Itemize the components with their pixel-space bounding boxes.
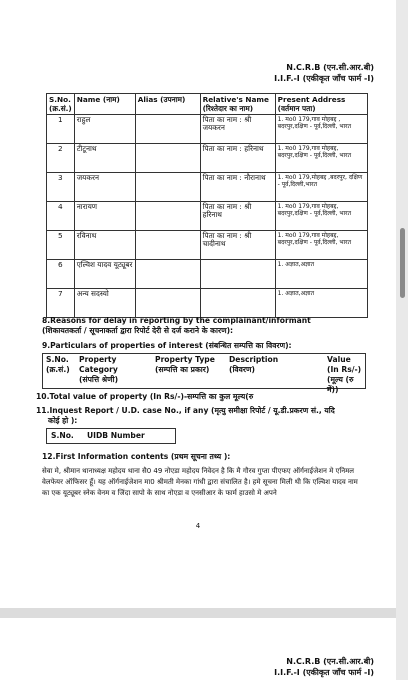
table-row (47, 115, 368, 144)
header-form: I.I.F.-I (एकीकृत जाँच फार्म -I) (274, 74, 374, 83)
cell-name: एल्विश यादव यूट्यूबर (74, 260, 135, 289)
cell-address: 1. मo0 179,गाव मोहबद्द , बदरपुर,दक्षिण - पूर्व,दिल्ली, भारत (275, 115, 367, 144)
cell-relative: पिता का नाम : श्री चादीनाथ (200, 231, 275, 260)
table-row (47, 231, 368, 260)
cell-alias (135, 202, 200, 231)
next-page (0, 618, 396, 680)
cell-name: टीटूनाथ (74, 144, 135, 173)
scrollbar[interactable] (396, 0, 408, 680)
cell-address: 1. अज्ञात,अज्ञात (275, 289, 367, 318)
section12-body: सेवा मे, श्रीमान थानाध्यक्ष महोदय थाना सै0 49 नोएडा महोदय निवेदन है कि मै गौरव गुप्ता पीएफए ऑर्गनाईजेशन मे एनिमल वेलफेयर ऑफिसर हूँ। यह ऑर्गनाईजेशन मा0 श्रीमती मेनका गांधी द्वारा संचालित है। हमे सूचना मिली थी कि एल्विश यादव नाम का एक यूट्यूबर स्नेक वेनम व जिंदा सापो के साथ नोएडा व एनसीआर के फार्म हाउसो मे अपने (42, 467, 358, 497)
cell-sno: 7 (47, 289, 75, 318)
col-sno: S.No. (क्र.सं.) (47, 94, 75, 115)
col-relative: Relative's Name (रिश्तेदार का नाम) (200, 94, 275, 115)
accused-table-header (47, 94, 368, 115)
cell-relative: पिता का नाम : हरिनाथ (200, 144, 275, 173)
property-table (42, 353, 366, 394)
cell-sno: 6 (47, 260, 75, 289)
cell-name: जयकरन (74, 173, 135, 202)
col-name: Name (नाम) (74, 94, 135, 115)
section8-subtitle: (शिकायतकर्ता / सूचनाकर्ता द्वारा रिपोर्ट देरी से दर्ज कराने के कारण): (42, 326, 234, 335)
uidb-col-sno: S.No. (51, 431, 74, 440)
prop-col-sno: S.No. (क्र.सं.) (46, 355, 70, 374)
prop-col-category: Property Category (संपत्ति श्रेणी) (79, 355, 119, 384)
cell-relative: पिता का नाम : श्री हरिनाथ (200, 202, 275, 231)
cell-sno: 5 (47, 231, 75, 260)
next-header-form: I.I.F.-I (एकीकृत जाँच फार्म -I) (274, 668, 374, 677)
section10-title: 10.Total value of property (In Rs/-)-सम्पत्ति का कुल मूल्य(रु (36, 392, 254, 401)
section11-title: 11.Inquest Report / U.D. case No., if any (मृत्यु समीक्षा रिपोर्ट / यू.डी.प्रकरण सं., यदि (36, 406, 335, 415)
prop-col-value: Value (In Rs/-) (मूल्य (रु में)) (327, 355, 362, 394)
cell-address: 1. अज्ञात,अज्ञात (275, 260, 367, 289)
table-row (47, 173, 368, 202)
cell-sno: 1 (47, 115, 75, 144)
section9-title: 9.Particulars of properties of interest (संबन्धित सम्पत्ति का विवरण): (42, 341, 292, 350)
cell-sno: 4 (47, 202, 75, 231)
cell-address: 1. मo0 179,मोहबद्द ,बदरपुर, दक्षिण - पूर्व,दिल्ली,भारत (275, 173, 367, 202)
col-alias: Alias (उपनाम) (135, 94, 200, 115)
accused-table (46, 93, 368, 318)
cell-address: 1. मo0 179,गाव मोहबद्द, बदरपुर,दक्षिण - पूर्व,दिल्ली, भारत (275, 231, 367, 260)
uidb-table (46, 428, 176, 444)
col-address: Present Address (वर्तमान पता) (275, 94, 367, 115)
section11-title-cont: कोई हो ): (48, 416, 78, 425)
cell-alias (135, 289, 200, 318)
cell-address: 1. मo0 179,गाव मोहबद्द, बदरपुर,दक्षिण - पूर्व,दिल्ली, भारत (275, 144, 367, 173)
cell-alias (135, 173, 200, 202)
prop-col-type: Property Type (सम्पत्ति का प्रकार) (155, 355, 215, 374)
cell-relative: पिता का नाम : श्री जयकरन (200, 115, 275, 144)
cell-alias (135, 260, 200, 289)
cell-alias (135, 231, 200, 260)
header-ncrb: N.C.R.B (एन.सी.आर.बी) (286, 63, 374, 72)
table-row (47, 144, 368, 173)
cell-sno: 2 (47, 144, 75, 173)
section12-title: 12.First Information contents (प्रथम सूचना तथ्य ): (42, 452, 231, 461)
cell-alias (135, 144, 200, 173)
cell-name: रविनाथ (74, 231, 135, 260)
uidb-col-number: UIDB Number (87, 431, 145, 440)
prop-col-description: Description (विवरण) (229, 355, 279, 374)
table-row (47, 289, 368, 318)
scrollbar-thumb[interactable] (400, 228, 405, 298)
table-row (47, 202, 368, 231)
cell-relative: पिता का नाम : नौरानाथ (200, 173, 275, 202)
cell-alias (135, 115, 200, 144)
cell-name: नारायण (74, 202, 135, 231)
cell-name: राहुल (74, 115, 135, 144)
next-header-ncrb: N.C.R.B (एन.सी.आर.बी) (286, 657, 374, 666)
cell-relative (200, 260, 275, 289)
cell-relative (200, 289, 275, 318)
page-number: 4 (195, 522, 201, 530)
cell-name: अन्य सदस्यो (74, 289, 135, 318)
section8-title: 8.Reasons for delay in reporting by the complainant/informant (42, 316, 311, 325)
table-row (47, 260, 368, 289)
cell-address: 1. मo0 179,गाव मोहबद्द, बदरपुर,दक्षिण - पूर्व,दिल्ली, भारत (275, 202, 367, 231)
cell-sno: 3 (47, 173, 75, 202)
